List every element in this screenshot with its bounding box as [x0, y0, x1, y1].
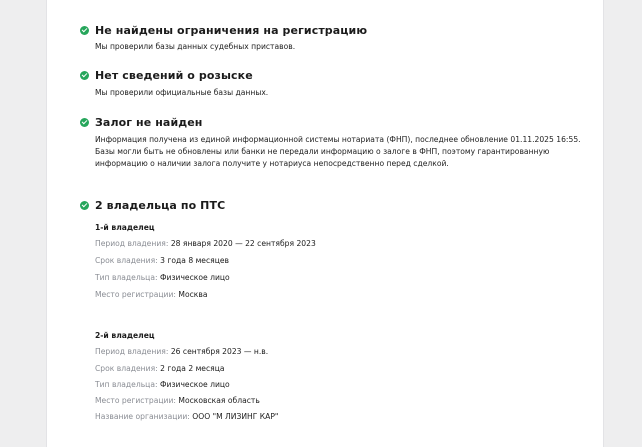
field-value: Физическое лицо	[160, 380, 230, 389]
field-value: 3 года 8 месяцев	[160, 256, 230, 265]
field-value: ООО "М ЛИЗИНГ КАР"	[192, 412, 279, 421]
field-value: Физическое лицо	[160, 273, 230, 282]
check-title: Нет сведений о розыске	[95, 69, 253, 82]
owner-field	[95, 239, 316, 248]
check-circle-icon	[80, 71, 89, 80]
field-value: 28 января 2020 — 22 сентября 2023	[170, 239, 316, 248]
check-title: Не найдены ограничения на регистрацию	[95, 24, 368, 37]
field-value: Московская область	[178, 396, 260, 405]
check-circle-icon	[80, 26, 89, 35]
field-label: Место регистрации:	[95, 396, 176, 405]
owner-heading: 2-й владелец	[95, 331, 155, 340]
check-title: Залог не найден	[95, 116, 203, 129]
owner-field	[95, 380, 230, 389]
field-label: Период владения:	[95, 239, 169, 248]
check-circle-icon	[80, 118, 89, 127]
owner-field	[95, 396, 260, 405]
field-value: Москва	[178, 290, 208, 299]
field-label: Тип владельца:	[95, 273, 158, 282]
owners-section	[80, 199, 591, 439]
field-label: Название организации:	[95, 412, 190, 421]
check-description: Информация получена из единой информационной системы нотариата (ФНП), последнее обновление 01.11.2025 16:55. Базы могли быть не обновлены или банки не передали информацию о залоге в ФНП, поэтому гарантированную информацию о наличии залога получите у нотариуса непосредственно перед сделкой.	[95, 135, 581, 168]
field-label: Место регистрации:	[95, 290, 176, 299]
field-value: 2 года 2 месяца	[160, 364, 225, 373]
report-card	[46, 0, 604, 447]
owner-field	[95, 364, 225, 373]
field-label: Срок владения:	[95, 364, 158, 373]
field-label: Срок владения:	[95, 256, 158, 265]
field-value: 26 сентября 2023 — н.в.	[170, 347, 269, 356]
check-registration-restrictions	[80, 24, 591, 54]
owner-field	[95, 290, 208, 299]
check-circle-icon	[80, 201, 89, 210]
owner-field	[95, 412, 278, 421]
owner-heading: 1-й владелец	[95, 223, 155, 232]
check-wanted	[80, 69, 591, 99]
owners-title: 2 владельца по ПТС	[95, 199, 226, 212]
check-pledge	[80, 116, 591, 182]
field-label: Период владения:	[95, 347, 169, 356]
field-label: Тип владельца:	[95, 380, 158, 389]
owner-field	[95, 347, 268, 356]
check-description: Мы проверили базы данных судебных приставов.	[95, 42, 296, 51]
owner-field	[95, 273, 230, 282]
owner-field	[95, 256, 229, 265]
check-description: Мы проверили официальные базы данных.	[95, 88, 269, 97]
